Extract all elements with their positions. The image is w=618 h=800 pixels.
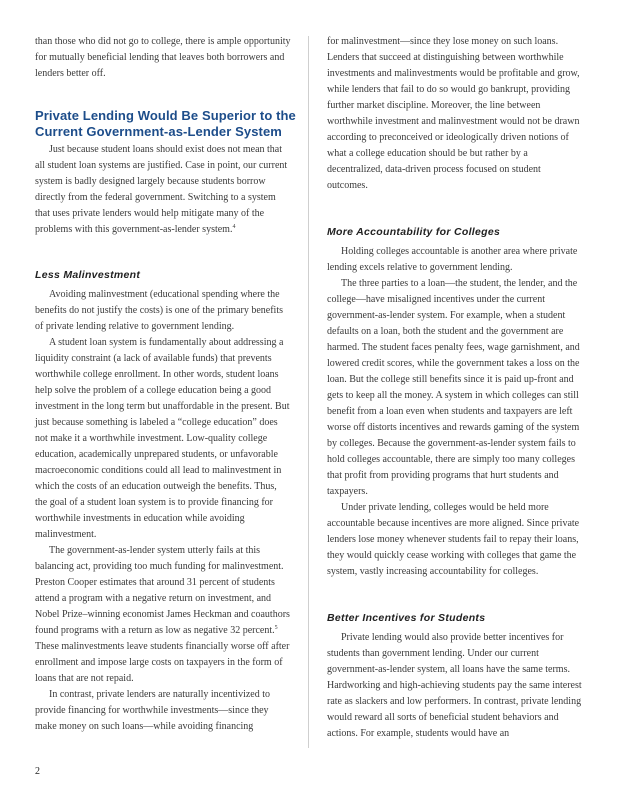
paragraph-just-because — [35, 142, 291, 238]
subheading-incentives: Better Incentives for Students — [327, 612, 486, 624]
paragraph-text: These malinvestments leave students financially worse off after enrollment and impose large costs on taxpayers in the form of loans that are not repaid. — [35, 641, 290, 684]
subheading-less-malinvestment: Less Malinvestment — [35, 269, 141, 281]
paragraph-holding: Holding colleges accountable is another area where private lending excels relative to government lending. — [327, 246, 578, 273]
column-divider — [308, 36, 309, 748]
page-number: 2 — [35, 766, 40, 777]
section-heading-private-lending: Private Lending Would Be Superior to the Current Government-as-Lender System — [35, 108, 296, 139]
paragraph-three-parties: The three parties to a loan—the student, the lender, and the college—have misaligned incentives under the current government-as-lender system. For example, when a student defaults on a loan, both the student and the government are harmed. The student faces penalty fees, wage garnishment, and lowered credit scores, while the government takes a loss on the loan. But the college still benefits since it is paid up-front and gets to keep all the money. A system in which colleges can still benefit from a loan even when students and taxpayers are left worse off distorts incentives and rewards gaming of the system by colleges. Because the government-as-lender system fails to hold colleges accountable, there are simply too many colleges that profit from providing programs that hurt students and taxpayers. — [327, 278, 580, 497]
paragraph-under-private: Under private lending, colleges would be held more accountable because incentives are more aligned. Since private lenders lose money whenever students fail to repay their loans, they would quickly cease working with colleges that game the system, vastly increasing accountability for colleges. — [327, 502, 580, 577]
paragraph-fails — [35, 543, 291, 687]
footnote-ref-5[interactable]: 5 — [274, 625, 278, 631]
paragraph-avoiding: Avoiding malinvestment (educational spending where the benefits do not justify the costs) is one of the primary benefits of private lending relative to government lending. — [35, 289, 284, 332]
paragraph-better-incentives: Private lending would also provide better incentives for students than government lending. Under our current government-as-lender system, all loans have the same terms. Hardworking and high-achieving students pay the same interest rate as slackers and low performers. In contrast, private lending would reward all sorts of beneficial student behaviors and actions. For example, students would have an — [327, 632, 582, 739]
subheading-accountability: More Accountability for Colleges — [327, 226, 501, 238]
right-column — [327, 34, 583, 742]
footnote-ref-4[interactable]: 4 — [232, 224, 236, 230]
paragraph-contrast: In contrast, private lenders are naturally incentivized to provide financing for worthwhile investments—since they make money on such loans—while avoiding financing — [35, 689, 271, 732]
paragraph-text: The government-as-lender system utterly fails at this balancing act, providing too much funding for malinvestment. Preston Cooper estimates that around 31 percent of students attend a program with a negative return on investment, and Nobel Prize–winning economist James Heckman and coauthors found programs with a return as low as negative 32 percent. — [35, 545, 290, 636]
paragraph-intro: than those who did not go to college, there is ample opportunity for mutually beneficial lending that leaves both borrowers and lenders better off. — [35, 36, 291, 79]
paragraph-continued: for malinvestment—since they lose money on such loans. Lenders that succeed at distinguishing between worthwhile investments and malinvestments would be profitable and grow, while lenders that fail to do so would go bankrupt, providing further market discipline. Moreover, the line between worthwhile investment and malinvestment would not be drawn according to preconceived or ideologically driven notions of what a college education should be but rather by a decentralized, data-driven process focused on student outcomes. — [327, 36, 580, 191]
left-column — [35, 34, 296, 735]
paragraph-fundamentally: A student loan system is fundamentally about addressing a liquidity constraint (a lack of available funds) that prevents worthwhile college enrollment. In other words, student loans help solve the problem of a college education being a good investment in the long term but unaffordable in the present. But just because something is labeled a “college education” does not make it a worthwhile investment. Low-quality college education, academically unprepared students, or unfavorable macroeconomic conditions could all lead to malinvestment in which the costs of an education outweigh the benefits. Thus, the goal of a student loan system is to provide financing for worthwhile investments in education while avoiding malinvestment. — [35, 337, 290, 540]
paragraph-text: Just because student loans should exist does not mean that all student loan systems are justified. Case in point, our current system is badly designed largely because students borrow directly from the federal government. Switching to a system that uses private lenders would help mitigate many of the problems with this government-as-lender system. — [35, 144, 288, 235]
